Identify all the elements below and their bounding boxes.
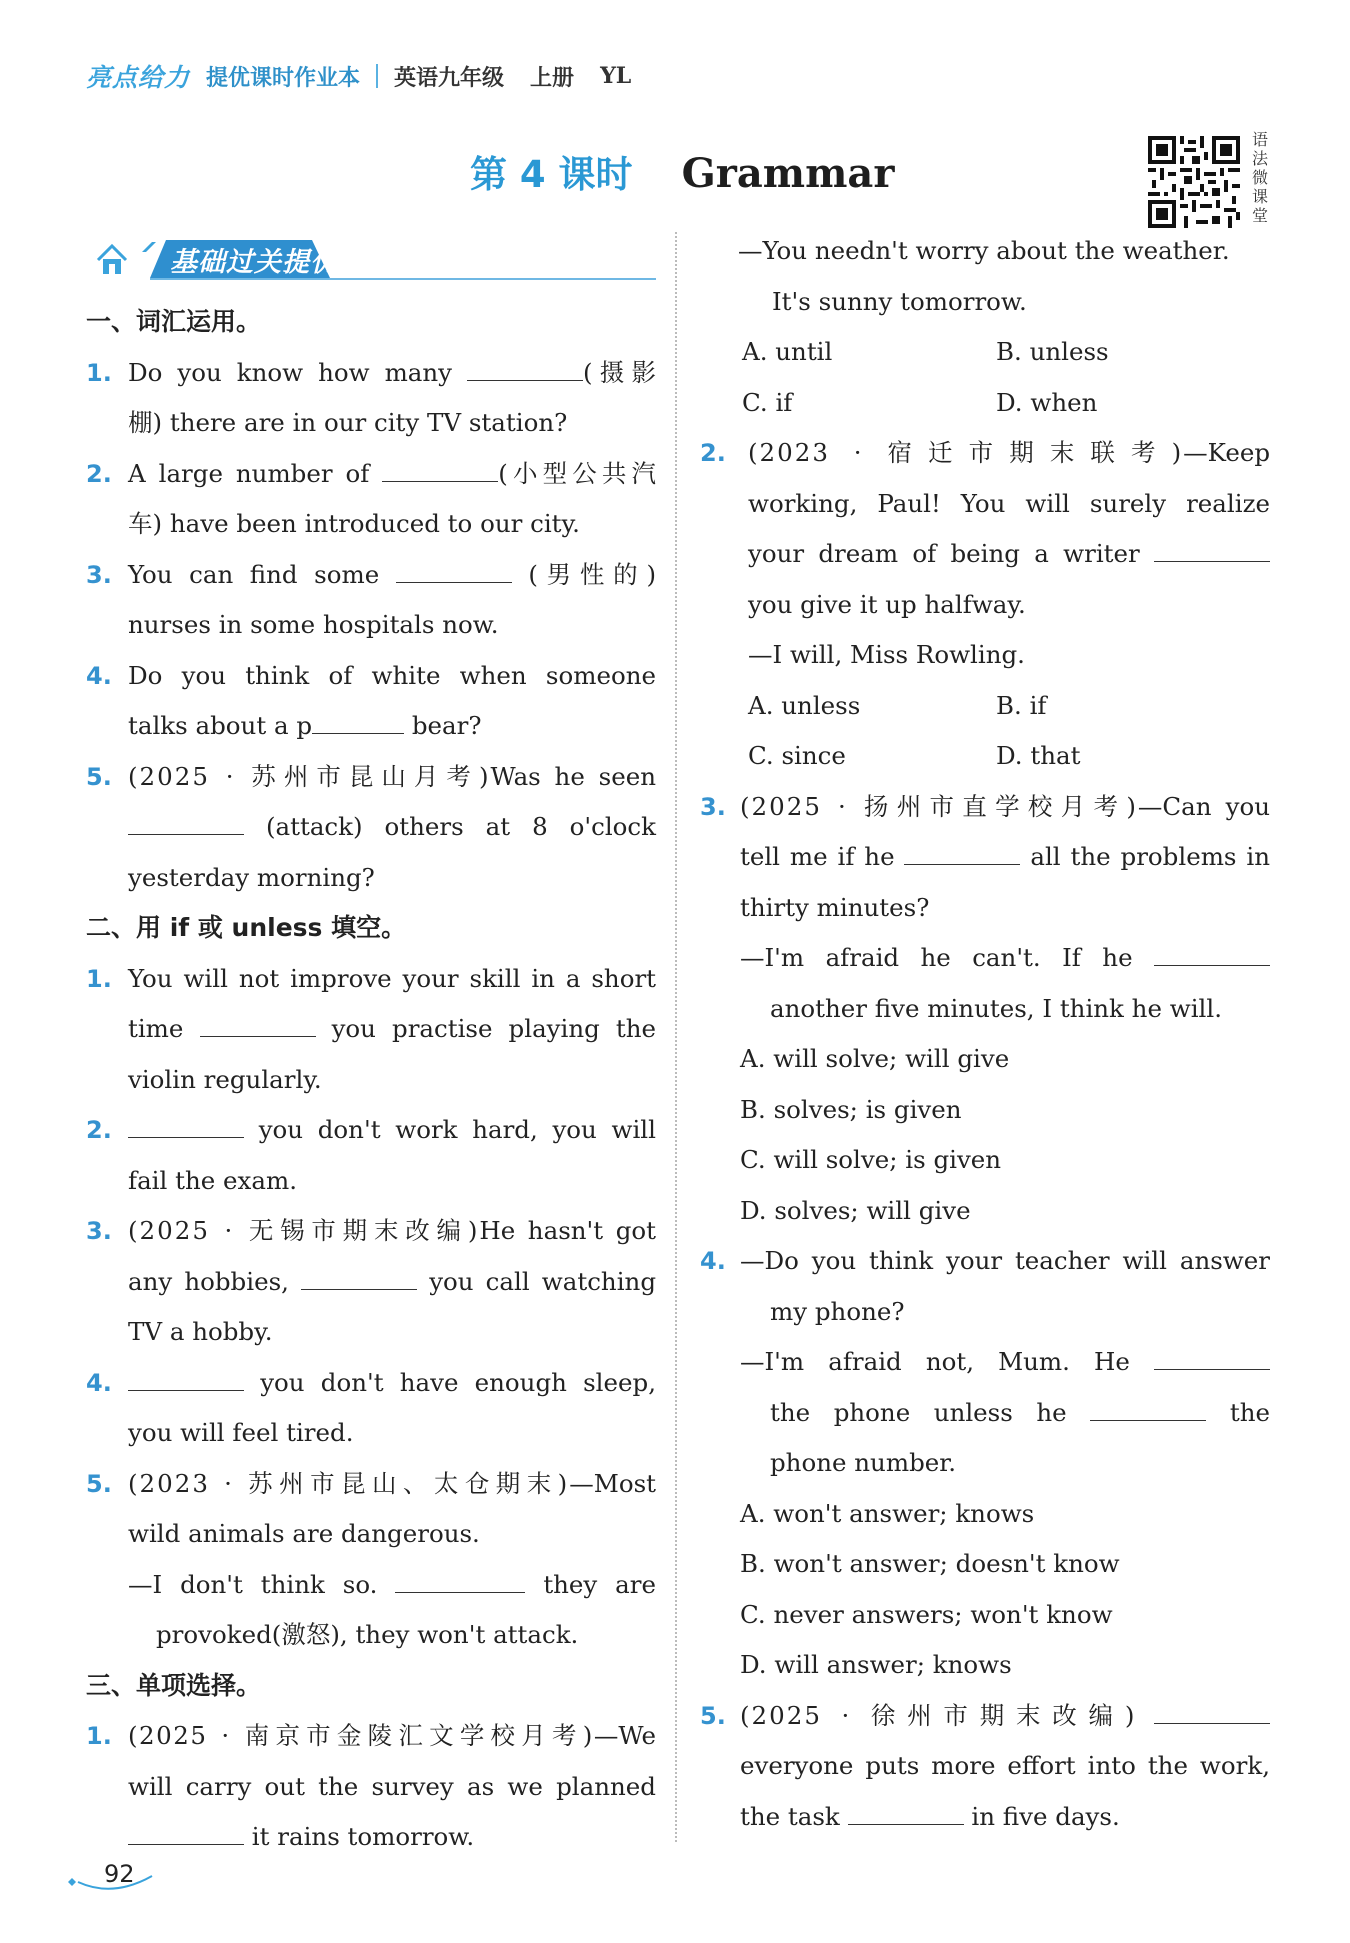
question-text: nurses in some hospitals now. <box>128 610 499 639</box>
question-text: my phone? <box>770 1296 905 1326</box>
question-text: —I'm afraid not, Mum. He <box>694 1337 1270 1388</box>
question-text: violin regularly. <box>128 1064 322 1094</box>
option[interactable]: C. since <box>748 741 846 770</box>
series-name: 提优课时作业本 <box>206 65 361 91</box>
answer-blank[interactable] <box>904 842 1020 865</box>
right-column <box>694 226 1270 1842</box>
question-text: you give it up halfway. <box>748 589 1026 619</box>
lesson-topic: Grammar <box>681 150 895 197</box>
question-item: 5. (2025 · 徐州市期末改编) <box>694 1691 1270 1742</box>
question-text: fail the exam. <box>128 1165 297 1195</box>
page-number: 92 <box>104 1860 135 1888</box>
option[interactable]: C. will solve; is given <box>740 1145 1002 1174</box>
banner-underline <box>150 278 656 280</box>
question-text: any hobbies, you call watching <box>128 1266 657 1296</box>
lesson-number: 第 4 课时 <box>470 153 633 196</box>
question-text: tell me if he all the problems in <box>740 842 1270 871</box>
edition: YL <box>600 63 632 89</box>
question-text: your dream of being a writer <box>694 529 1270 580</box>
question-item: 2. you don't work hard, you will <box>86 1115 656 1144</box>
answer-blank[interactable] <box>128 1368 244 1391</box>
column-divider <box>675 232 677 1842</box>
question-text: 棚) there are in our city TV station? <box>128 408 568 437</box>
answer-blank[interactable] <box>128 1115 244 1138</box>
question-text: —I don't think so. they are <box>128 1569 657 1599</box>
volume: 上册 <box>530 65 575 91</box>
question-text: —I will, Miss Rowling. <box>748 640 1025 669</box>
left-column <box>86 297 656 1863</box>
option-row <box>694 731 1270 782</box>
option[interactable]: A. won't answer; knows <box>740 1498 1035 1528</box>
answer-blank[interactable] <box>382 459 498 482</box>
question-item: 2. A large number of (小型公共汽 <box>86 458 656 488</box>
question-item: 4. Do you think of white when someone <box>86 660 656 690</box>
answer-blank[interactable] <box>1154 539 1270 562</box>
option[interactable]: D. when <box>996 387 1098 417</box>
question-text: provoked(激怒), they won't attack. <box>156 1620 579 1649</box>
question-text: the task in five days. <box>740 1801 1120 1831</box>
question-item: 4. you don't have enough sleep, <box>86 1367 656 1397</box>
question-text: TV a hobby. <box>128 1317 273 1346</box>
question-item: 1. You will not improve your skill in a short <box>86 963 656 993</box>
lesson-title <box>470 144 894 198</box>
question-item: 1. Do you know how many (摄影 <box>86 357 656 387</box>
answer-blank[interactable] <box>200 1014 316 1037</box>
option[interactable]: A. until <box>742 337 833 366</box>
section-heading: 一、词汇运用。 <box>86 307 262 336</box>
question-text: —You needn't worry about the weather. <box>738 236 1230 265</box>
question-text: the phone unless he the <box>770 1397 1270 1427</box>
option[interactable]: B. unless <box>996 337 1109 366</box>
section-heading: 三、单项选择。 <box>86 1670 262 1700</box>
section-heading: 二、用 if 或 unless 填空。 <box>86 913 407 942</box>
option[interactable]: A. will solve; will give <box>740 1044 1010 1073</box>
question-text: working, Paul! You will surely realize <box>748 488 1270 518</box>
answer-blank[interactable] <box>848 1802 964 1825</box>
option[interactable]: D. that <box>996 741 1081 770</box>
question-item: 5. (2023 · 苏州市昆山、太仓期末)—Most <box>86 1468 656 1498</box>
option[interactable]: C. never answers; won't know <box>740 1599 1113 1629</box>
answer-blank[interactable] <box>396 560 512 583</box>
question-text: time you practise playing the <box>128 1014 657 1043</box>
question-item: 5. (2025 · 苏州市昆山月考)Was he seen <box>86 761 656 791</box>
option[interactable]: D. solves; will give <box>740 1195 971 1225</box>
question-text: another five minutes, I think he will. <box>770 993 1223 1023</box>
answer-blank[interactable] <box>467 358 583 381</box>
question-text: 车) have been introduced to our city. <box>128 509 580 538</box>
option-row <box>694 378 1270 429</box>
question-text: everyone puts more effort into the work, <box>740 1751 1270 1780</box>
answer-blank[interactable] <box>395 1570 525 1593</box>
answer-blank[interactable] <box>312 711 404 734</box>
qr-code-icon[interactable] <box>1148 136 1240 228</box>
question-text: thirty minutes? <box>740 892 930 922</box>
question-item: 2. (2023 · 宿迁市期末联考)—Keep <box>700 438 1270 467</box>
question-item: 4. —Do you think your teacher will answer <box>700 1246 1270 1275</box>
option-row <box>694 327 1270 378</box>
subject-grade: 英语九年级 <box>394 65 505 91</box>
option[interactable]: B. if <box>996 690 1047 720</box>
question-text: you will feel tired. <box>128 1418 354 1447</box>
question-text: phone number. <box>770 1448 957 1477</box>
answer-blank[interactable] <box>1090 1398 1206 1421</box>
answer-blank[interactable] <box>1154 943 1270 966</box>
brand-logo: 亮点给力 <box>86 63 191 92</box>
option[interactable]: C. if <box>742 387 793 417</box>
question-text: —I'm afraid he can't. If he <box>694 933 1270 984</box>
question-text: wild animals are dangerous. <box>128 1519 480 1548</box>
question-item: 1. (2025 · 南京市金陵汇文学校月考)—We <box>86 1721 656 1750</box>
answer-blank[interactable] <box>1154 1347 1270 1370</box>
option-row <box>694 681 1270 732</box>
qr-caption: 语 法 微 课 堂 <box>1251 130 1268 225</box>
question-item: 3. You can find some (男性的) <box>86 559 657 589</box>
answer-blank[interactable] <box>301 1267 417 1290</box>
question-text: It's sunny tomorrow. <box>772 286 1027 316</box>
question-text: will carry out the survey as we planned <box>128 1771 656 1801</box>
question-item: 3. (2025 · 扬州市直学校月考)—Can you <box>700 791 1270 821</box>
question-item: 3. (2025 · 无锡市期末改编)He hasn't got <box>86 1216 656 1245</box>
answer-blank[interactable] <box>1154 1701 1270 1724</box>
answer-blank[interactable] <box>128 1822 244 1845</box>
house-icon <box>98 246 126 274</box>
option[interactable]: D. will answer; knows <box>740 1650 1012 1679</box>
section-banner-label: 基础过关提优 <box>170 247 338 278</box>
option[interactable]: B. solves; is given <box>740 1094 962 1124</box>
option[interactable]: A. unless <box>748 690 861 720</box>
question-text: talks about a p bear? <box>128 711 482 740</box>
question-text: (attack) others at 8 o'clock <box>86 802 656 853</box>
question-text: yesterday morning? <box>128 862 375 892</box>
answer-blank[interactable] <box>128 812 244 835</box>
option[interactable]: B. won't answer; doesn't know <box>740 1549 1120 1578</box>
page-header <box>86 56 631 96</box>
header-divider <box>376 64 378 88</box>
question-text: it rains tomorrow. <box>86 1812 656 1863</box>
